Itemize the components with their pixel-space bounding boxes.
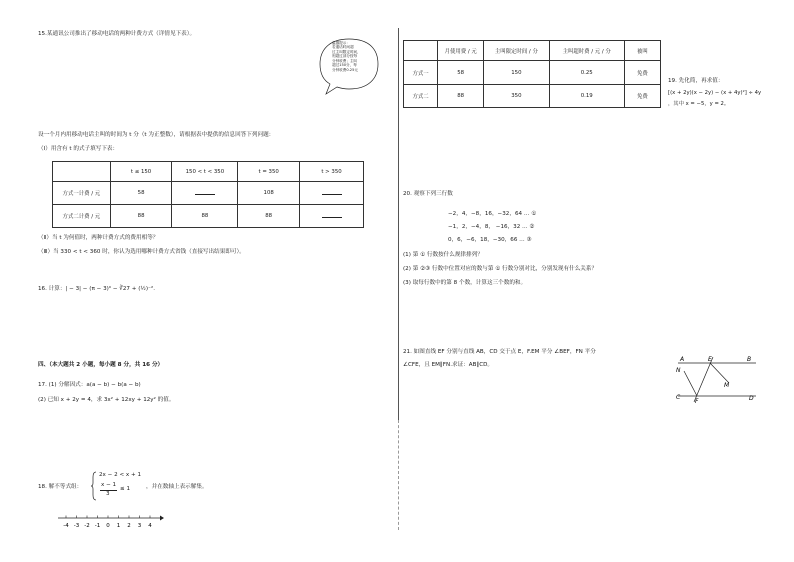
bisector-fn [684,371,697,396]
q21-line-1: 21. 如图直线 EF 分别与直线 AB，CD 交于点 E，F.EM 平分 ∠BEF，FN 平分 [403,349,596,355]
q19-condition: ，其中 x = −5，y = 2。 [668,101,730,107]
answer-blank[interactable] [195,189,215,195]
q20-part2: (2) 第 ②③ 行数中位置对应的数与第 ① 行数分别对比，分别发现有什么关系？ [403,266,598,272]
q18-suffix: ，并在数轴上表示解集。 [146,484,208,490]
q15-setup: 设一个月内用移动电话主叫的时间为 t 分（t 为正整数），请根据表中提供的信息回答下列问题： [38,132,275,138]
q19-title: 19. 先化简，再求值： [668,78,724,84]
q15-part1: （Ⅰ）用含有 t 的式子填写下表： [38,146,119,152]
label-a: A [680,356,685,363]
q20-row-2: −1，2，−4，8， −16，32 … ② [448,224,535,230]
q17-part2: (2) 已知 x + 2y = 4，求 3x² + 12xy + 12y² 的值。 [38,397,175,403]
label-b: B [747,356,752,363]
q19-expression: [(x + 2y)(x − 2y) − (x + 4y)²] ÷ 4y [668,90,762,96]
q18-inequality-2-denominator: 3 [106,491,110,497]
q18-inequality-2-numerator: x − 1 [101,482,117,488]
arrow-right-icon [160,516,164,521]
q20-part1: (1) 第 ① 行数按什么规律排列？ [403,252,483,258]
inequality-brace [91,471,97,501]
billing-fill-table: t ≤ 150 150 < t < 350 t = 350 t > 350 方式一计费 / 元 58 108 方式二计费 / 元 88 88 88 [52,161,364,228]
number-line-label: -2 [84,523,90,529]
label-n: N [676,367,681,374]
q15-part3: （Ⅲ）当 330 < t < 360 时，你认为选用哪种计费方式省钱（直接写出结果即可）。 [38,249,245,255]
column-divider [398,28,399,420]
number-line-label: 0 [106,523,110,529]
label-m: M [724,382,730,389]
answer-blank[interactable] [322,212,342,218]
number-line-label: -3 [73,523,80,529]
bisector-em [710,363,729,383]
number-line-label: 1 [116,523,121,529]
label-d: D [749,395,754,402]
number-line-label: 2 [127,523,131,529]
q21-line-2: ∠CFE，且 EM∥FN.求证：AB∥CD。 [403,362,494,368]
q18-prefix: 18. 解不等式组： [38,484,83,490]
number-line [56,512,166,532]
q20-part3: (3) 取每行数中的第 8 个数，计算这三个数的和。 [403,280,527,286]
q15-title: 15.某通讯公司推出了移动电话的两种计费方式（详情见下表）。 [38,31,196,37]
number-line-label: -4 [63,523,69,529]
q17-part1: 17. (1) 分解因式：a(a − b) − b(a − b) [38,382,141,388]
q18-inequality-2-rhs: ≤ 1 [120,486,131,492]
label-f: F [695,398,699,405]
billing-plan-table: 月使用费 / 元 主叫限定时间 / 分 主叫超时费 / 元 / 分 被叫 方式一 58 150 0.25 免费 方式二 88 350 0.19 免费 [403,40,661,108]
label-e: E [708,356,712,363]
q20-row-1: −2，4，−8，16，−32，64 … ① [448,211,537,217]
parallel-lines-figure [672,352,764,406]
q20-row-3: 0，6，−6，18，−30，66 … ③ [448,237,532,243]
q18-inequality-1: 2x − 2 < x + 1 [99,472,142,478]
q15-part2: （Ⅱ）当 t 为何值时，两种计费方式的费用相等？ [38,235,159,241]
column-divider-lower [398,420,399,530]
number-line-label: 4 [148,523,152,529]
number-line-label: 3 [137,523,142,529]
label-c: C [676,394,681,401]
tip-bubble-text: 温馨提示： 若通话时间超 过主叫限定时间， 则超过部分按每 分钟收费；主叫 超过150分，每 分钟收费0.25元 [332,41,361,72]
q20-title: 20. 观察下列三行数 [403,191,453,197]
section-four-heading: 四、（本大题共 2 小题，每小题 8 分，共 16 分） [38,362,164,368]
number-line-label: -1 [94,523,101,529]
answer-blank[interactable] [322,189,342,195]
q16: 16. 计算：| − 3| − (π − 3)⁰ − ∛27 + (½)⁻². [38,286,155,292]
